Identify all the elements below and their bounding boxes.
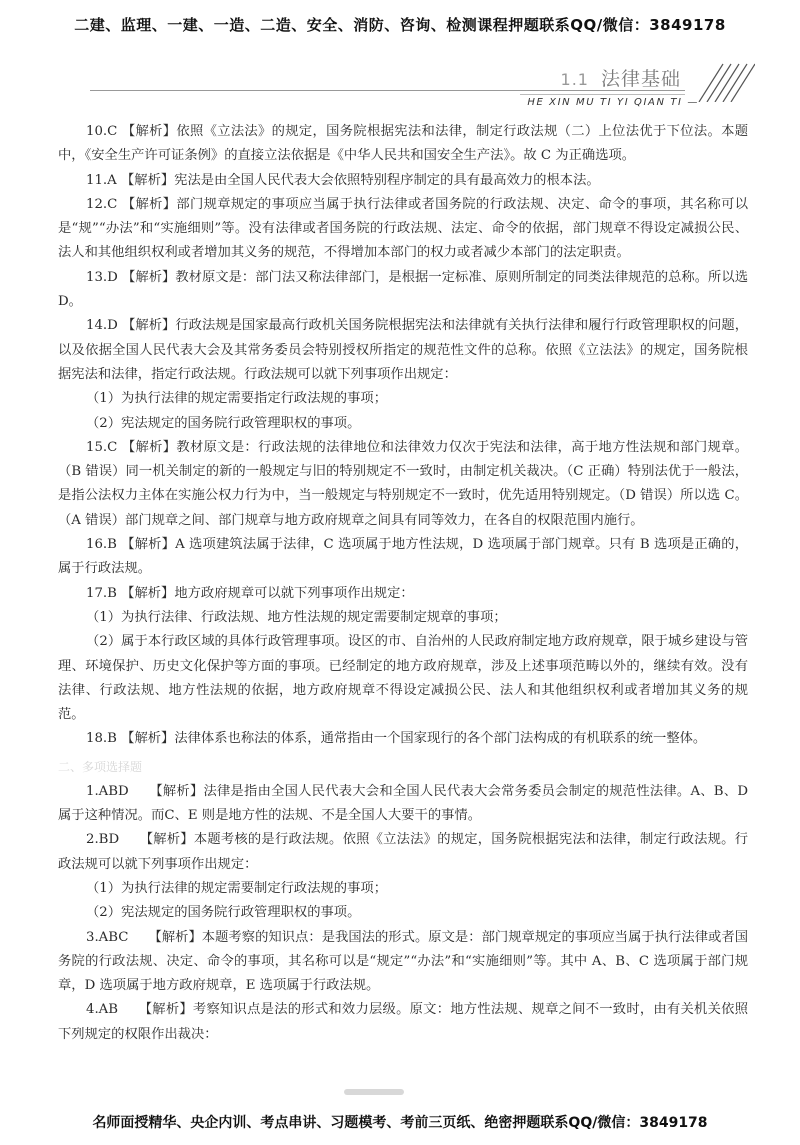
answer-list-item: （2）宪法规定的国务院行政管理职权的事项。 <box>86 905 361 921</box>
answer-paragraph: 16.B 【解析】A 选项建筑法属于法律，C 选项属于地方性法规，D 选项属于部门规章。只有 B 选项是正确的，属于行政法规。 <box>58 537 748 577</box>
chapter-title <box>561 64 681 91</box>
answer-paragraph: 14.D 【解析】行政法规是国家最高行政机关国务院根据宪法和法律就有关执行法律和履行行政管理职权的问题，以及依据全国人民代表大会及其常务委员会特别授权所指定的规范性文件的总称。依照《立法法》的规定，国务院根据宪法和法律，指定行政法规。行政法规可以就下列事项作出规定： <box>58 318 748 382</box>
answer-paragraph: 12.C 【解析】部门规章规定的事项应当属于执行法律或者国务院的行政法规、决定、命令的事项，其名称可以是“规”“办法”和“实施细则”等。没有法律或者国务院的行政法规、法定、命令的依据，部门规章不得设定减损公民、法人和其他组织权利或者增加其义务的规范，不得增加本部门的权力或者减少本部门的法定职责。 <box>58 196 748 261</box>
answer-paragraph: 13.D 【解析】教材原文是：部门法又称法律部门，是根据一定标准、原则所制定的同类法律规范的总称。所以选 D。 <box>58 269 748 310</box>
answer-paragraph: 4.AB 【解析】考察知识点是法的形式和效力层级。原文：地方性法规、规章之间不一致时，由有关机关依照下列规定的权限作出裁决： <box>58 1002 748 1042</box>
bottom-banner: 名师面授精华、央企内训、考点串讲、习题模考、考前三页纸、绝密押题联系QQ/微信：3849178 <box>92 1115 708 1131</box>
answer-paragraph: 3.ABC 【解析】本题考察的知识点：是我国法的形式。原文是：部门规章规定的事项应当属于执行法律或者国务院的行政法规、决定、命令的事项，其名称可以是“规定”“办法”和“实施细则”等。其中 A、B、C 选项属于部门规章，D 选项属于地方政府规章，E 选项属于行政法规。 <box>58 929 748 994</box>
page-mark-icon <box>340 1086 410 1098</box>
answer-list-item: （2）宪法规定的国务院行政管理职权的事项。 <box>86 415 361 431</box>
section-heading: 二、多项选择题 <box>58 759 143 774</box>
answer-paragraph: 15.C 【解析】教材原文是：行政法规的法律地位和法律效力仅次于宪法和法律，高于地方性法规和部门规章。（B 错误）同一机关制定的新的一般规定与旧的特别规定不一致时，由制定机关裁决。（C 正确）特别法优于一般法，是指公法权力主体在实施公权力行为中，当一般规定与特别规定不一致时，优先适用特别规定。（D 错误）所以选 C。（A 错误）部门规章之间、部门规章与地方政府规章之间具有同等效力，在各自的权限范围内施行。 <box>58 439 748 528</box>
chapter-header <box>90 60 755 106</box>
top-banner: 二建、监理、一建、一造、二造、安全、消防、咨询、检测课程押题联系QQ/微信：3849178 <box>74 16 726 34</box>
hatch-decoration-icon <box>689 62 755 102</box>
answer-paragraph: 17.B 【解析】地方政府规章可以就下列事项作出规定： <box>86 585 414 601</box>
chapter-subtitle: HE XIN MU TI YI QIAN TI — <box>527 97 699 108</box>
answer-paragraph: 1.ABD 【解析】法律是指由全国人民代表大会和全国人民代表大会常务委员会制定的规范性法律。A、B、D 属于这种情况。而C、E 则是地方性的法规、不是全国人大要干的事情。 <box>58 783 748 824</box>
answer-paragraph: 2.BD 【解析】本题考核的是行政法规。依照《立法法》的规定，国务院根据宪法和法律，制定行政法规。行政法规可以就下列事项作出规定： <box>58 832 748 872</box>
answer-paragraph: 18.B 【解析】法律体系也称法的体系，通常指由一个国家现行的各个部门法构成的有机联系的统一整体。 <box>86 731 707 747</box>
answer-list-item: （1）为执行法律的规定需要制定行政法规的事项； <box>86 880 387 896</box>
chapter-number: 1.1 <box>560 70 589 89</box>
answer-content <box>58 120 748 1047</box>
answer-list-item: （1）为执行法律的规定需要指定行政法规的事项； <box>86 391 387 407</box>
header-rule <box>90 90 685 91</box>
chapter-title-text: 法律基础 <box>600 68 681 90</box>
answer-list-item: （1）为执行法律、行政法规、地方性法规的规定需要制定规章的事项； <box>86 609 507 625</box>
answer-list-item: （2）属于本行政区域的具体行政管理事项。设区的市、自治州的人民政府制定地方政府规章，限于城乡建设与管理、环境保护、历史文化保护等方面的事项。已经制定的地方政府规章，涉及上述事项范畴以外的，继续有效。没有法律、行政法规、地方性法规的依据，地方政府规章不得设定减损公民、法人和其他组织权利或者增加其义务的规范。 <box>58 634 748 723</box>
answer-paragraph: 11.A 【解析】宪法是由全国人民代表大会依照特别程序制定的具有最高效力的根本法。 <box>86 172 600 188</box>
header-rule-secondary <box>520 94 685 95</box>
answer-paragraph: 10.C 【解析】依照《立法法》的规定，国务院根据宪法和法律，制定行政法规（二）上位法优于下位法。本题中，《安全生产许可证条例》的直接立法依据是《中华人民共和国安全生产法》。故 C 为正确选项。 <box>58 124 748 164</box>
